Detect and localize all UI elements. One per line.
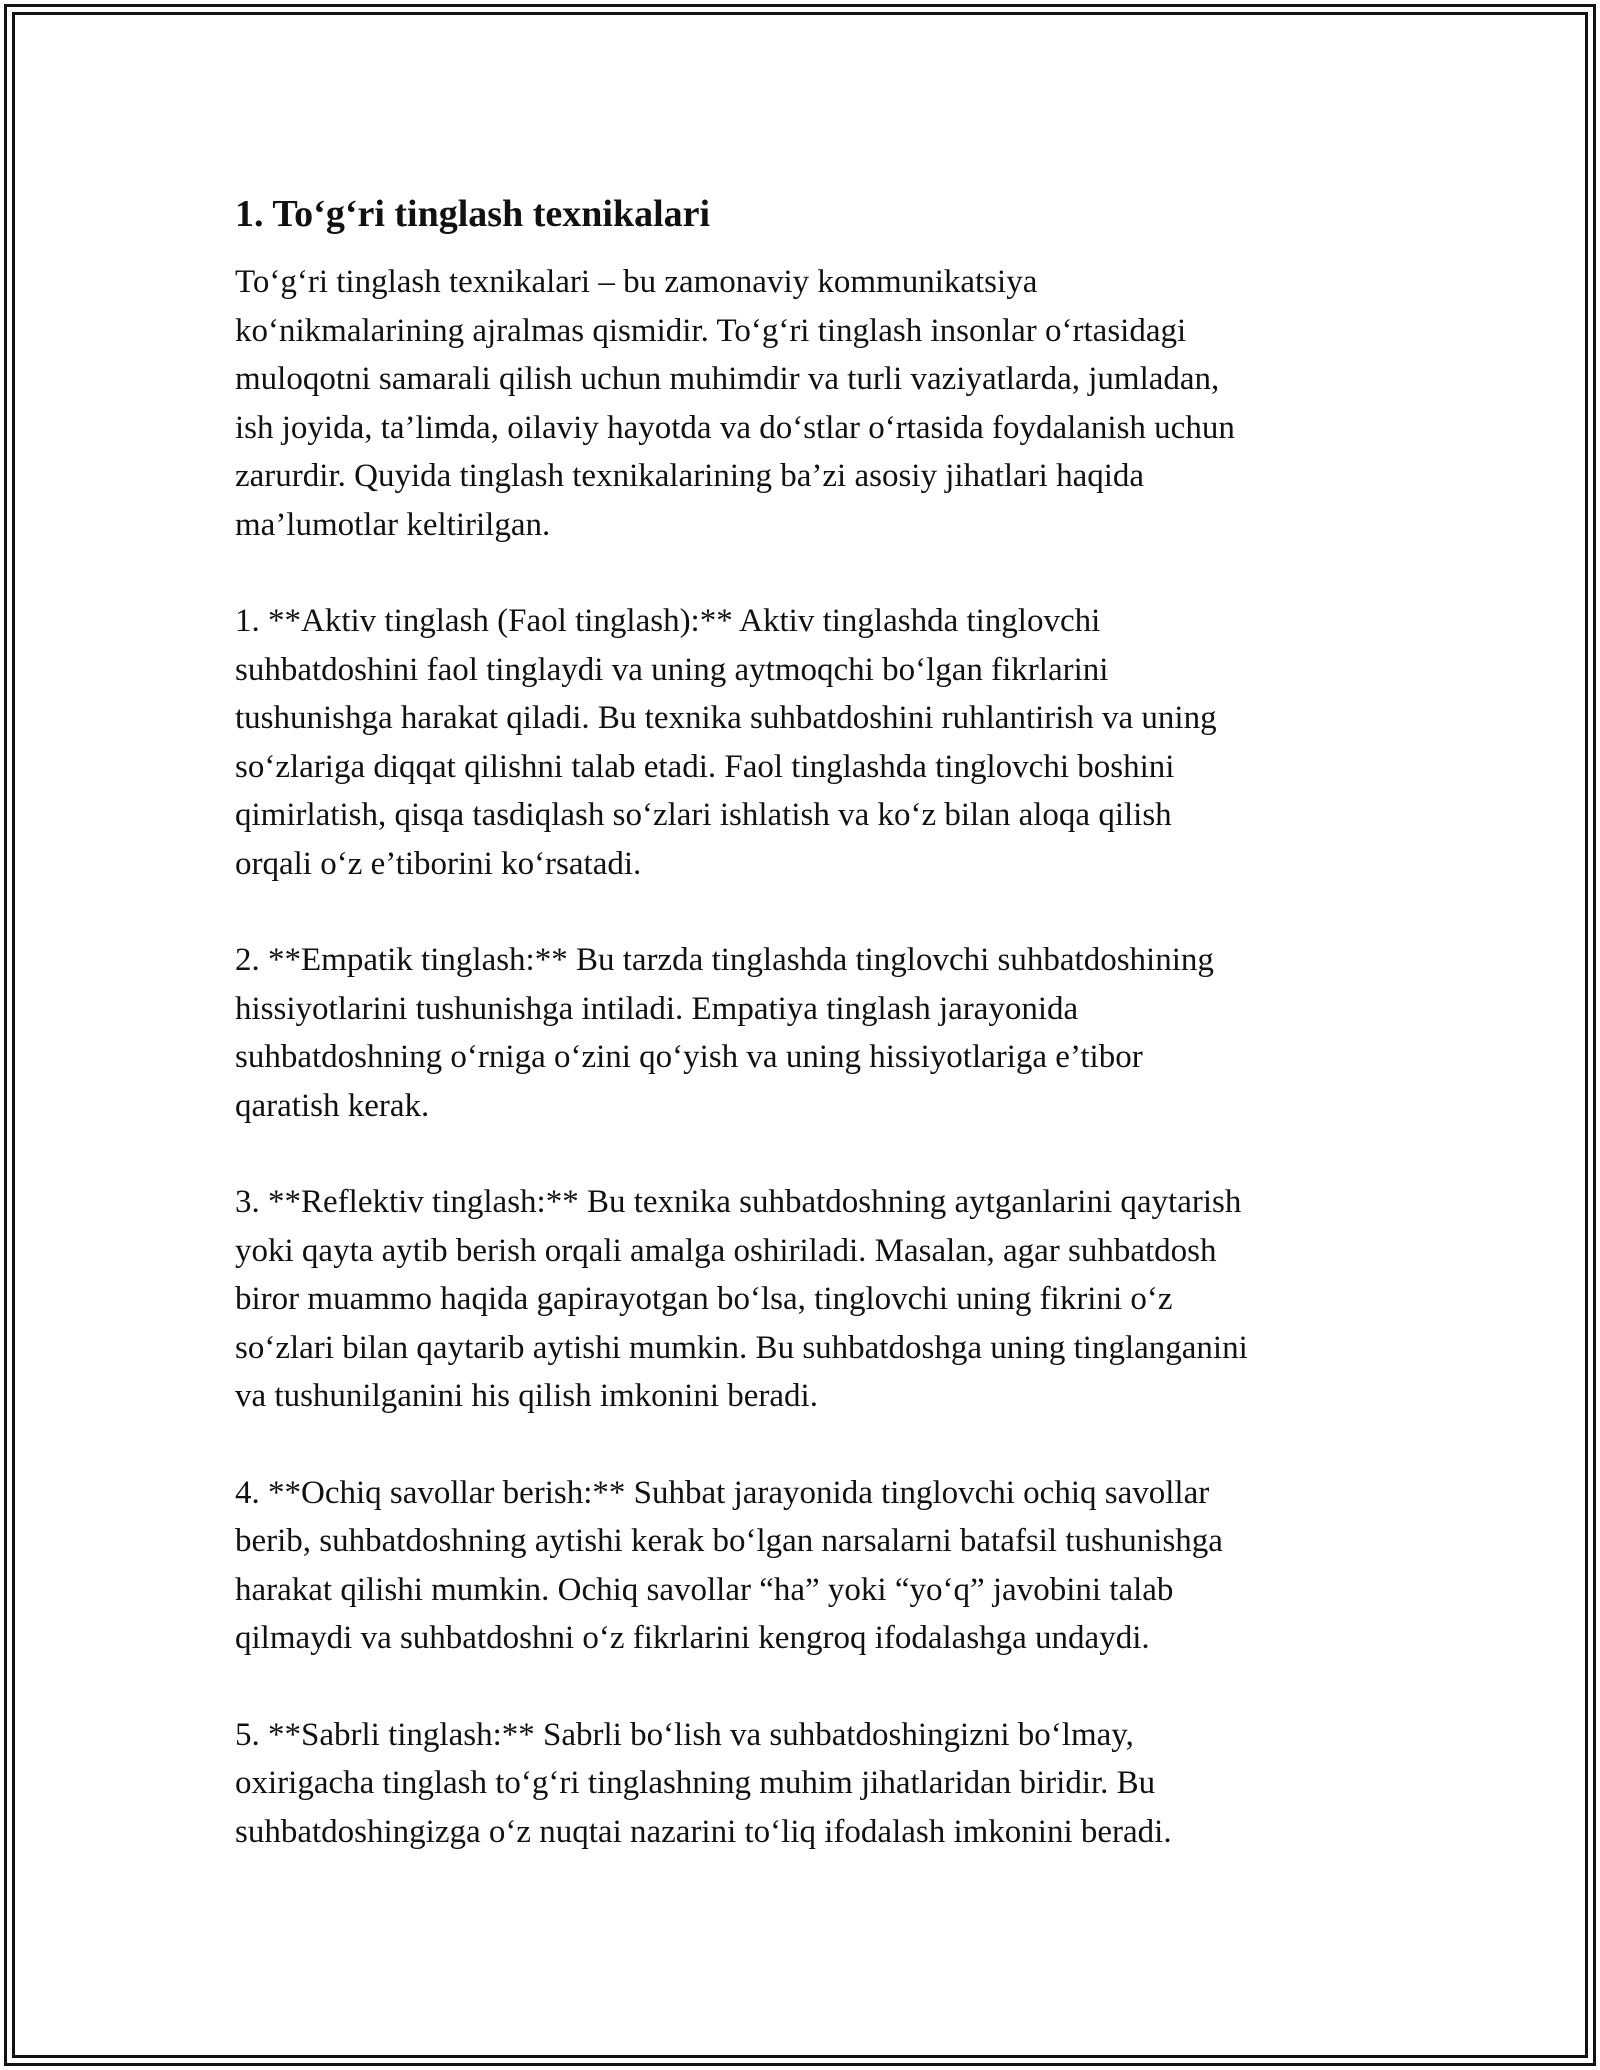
item-reflective-listening: 3. **Reflektiv tinglash:** Bu texnika suhbatdoshning aytganlarini qaytarish yoki qayta aytib berish orqali amalga oshiriladi. Masalan, agar suhbatdosh biror muammo haqida gapirayotgan bo‘lsa, tinglovchi uning fikrini o‘z so‘zlari bilan qaytarib aytishi mumkin. Bu suhbatdoshga uning tinglanganini va tushunilganini his qilish imkonini beradi.	[235, 1184, 1248, 1414]
intro-paragraph: To‘g‘ri tinglash texnikalari – bu zamonaviy kommunikatsiya ko‘nikmalarining ajralmas qismidir. To‘g‘ri tinglash insonlar o‘rtasidagi muloqotni samarali qilish uchun muhimdir va turli vaziyatlarda, jumladan, ish joyida, ta’limda, oilaviy hayotda va do‘stlar o‘rtasida foydalanish uchun zarurdir. Quyida tinglash texnikalarining ba’zi asosiy jihatlari haqida ma’lumotlar keltirilgan.	[235, 264, 1235, 543]
section-heading: 1. To‘g‘ri tinglash texnikalari	[235, 193, 711, 235]
item-empathic-listening: 2. **Empatik tinglash:** Bu tarzda tinglashda tinglovchi suhbatdoshining hissiyotlarini tushunishga intiladi. Empatiya tinglash jarayonida suhbatdoshning o‘rniga o‘zini qo‘yish va uning hissiyotlariga e’tibor qaratish kerak.	[235, 942, 1214, 1124]
item-active-listening: 1. **Aktiv tinglash (Faol tinglash):** Aktiv tinglashda tinglovchi suhbatdoshini faol tinglaydi va uning aytmoqchi bo‘lgan fikrlarini tushunishga harakat qiladi. Bu texnika suhbatdoshini ruhlantirish va uning so‘zlariga diqqat qilishni talab etadi. Faol tinglashda tinglovchi boshini qimirlatish, qisqa tasdiqlash so‘zlari ishlatish va ko‘z bilan aloqa qilish orqali o‘z e’tiborini ko‘rsatadi.	[235, 603, 1217, 882]
item-open-questions: 4. **Ochiq savollar berish:** Suhbat jarayonida tinglovchi ochiq savollar berib, suhbatdoshning aytishi kerak bo‘lgan narsalarni batafsil tushunishga harakat qilishi mumkin. Ochiq savollar “ha” yoki “yo‘q” javobini talab qilmaydi va suhbatdoshni o‘z fikrlarini kengroq ifodalashga undaydi.	[235, 1474, 1223, 1656]
item-patient-listening: 5. **Sabrli tinglash:** Sabrli bo‘lish va suhbatdoshingizni bo‘lmay, oxirigacha tinglash to‘g‘ri tinglashning muhim jihatlaridan biridir. Bu suhbatdoshingizga o‘z nuqtai nazarini to‘liq ifodalash imkonini beradi.	[235, 1716, 1172, 1850]
document-body	[235, 188, 1365, 1904]
